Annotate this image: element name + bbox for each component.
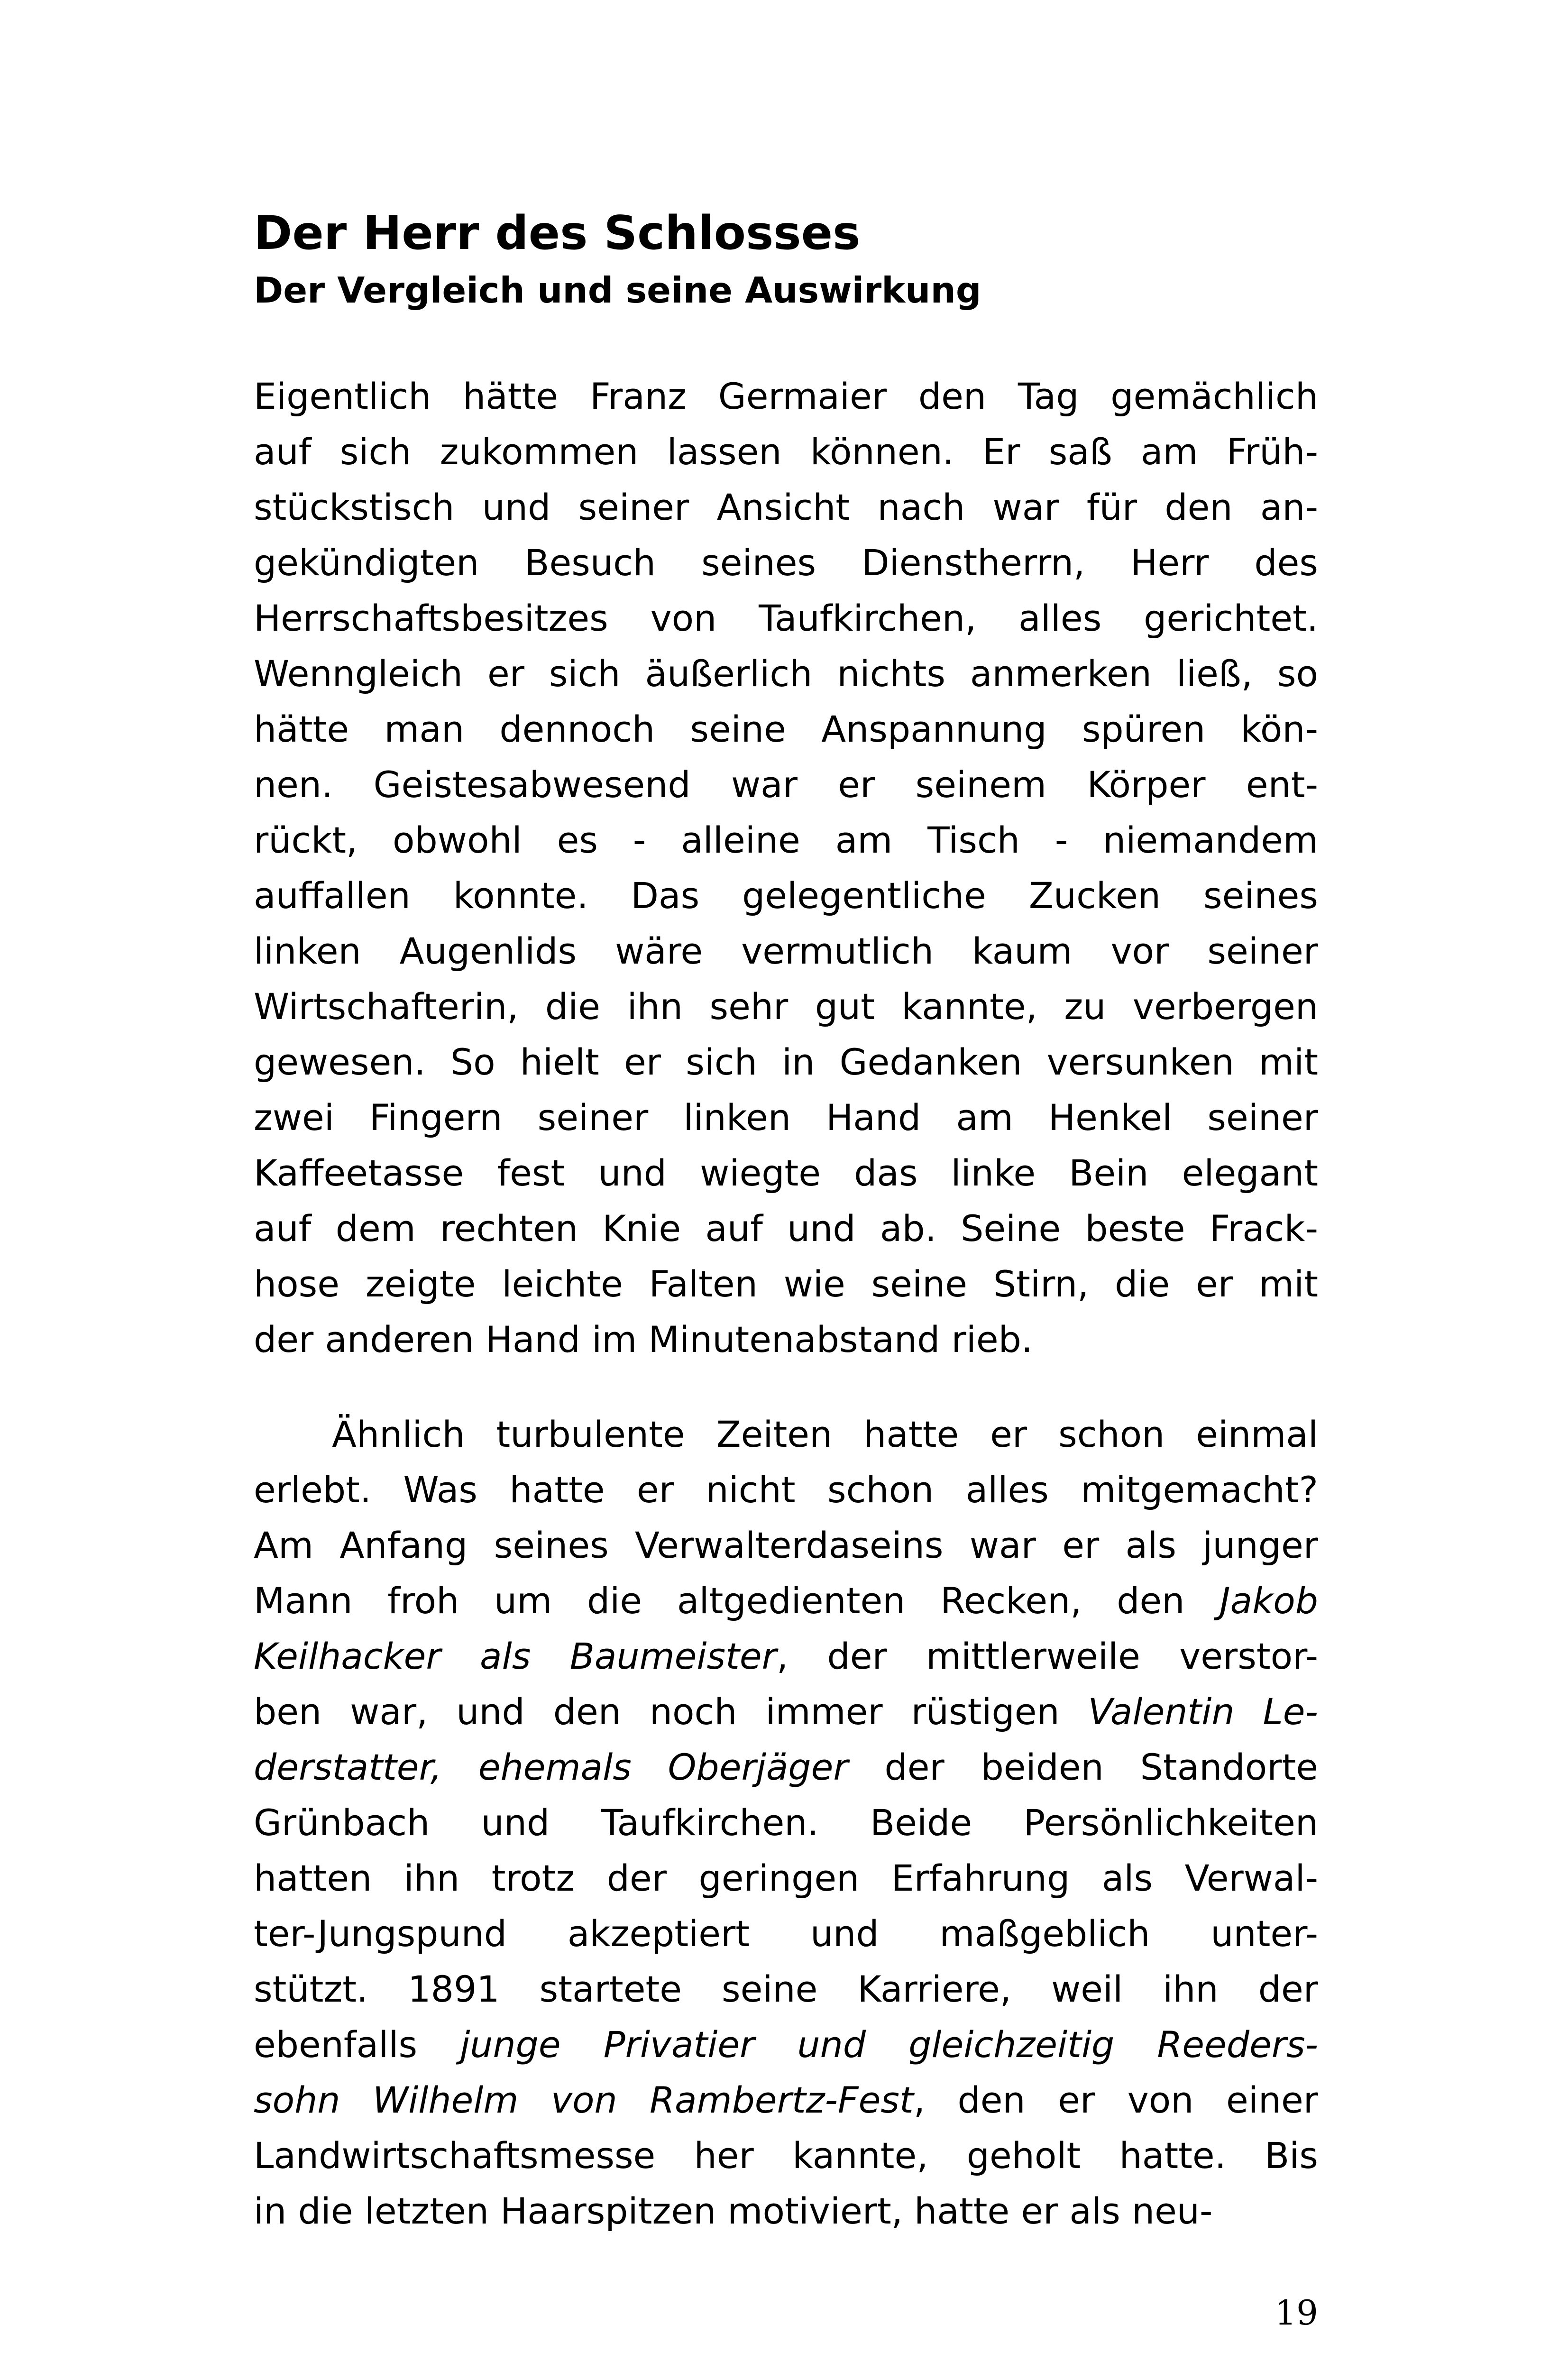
text-line — [254, 2183, 1318, 2239]
text-segment: stützt. 1891 startete seine Karriere, weil ihn der — [254, 1968, 1318, 2010]
text-line — [254, 1201, 1318, 1256]
text-line — [254, 1034, 1318, 1090]
text-segment: der beiden Standorte — [848, 1746, 1318, 1788]
text-line — [254, 1573, 1318, 1628]
text-segment: gewesen. So hielt er sich in Gedanken versunken mit — [254, 1041, 1318, 1083]
text-line — [254, 1961, 1318, 2017]
paragraph-1 — [254, 368, 1318, 1367]
text-segment: Mann froh um die altgedienten Recken, den — [254, 1580, 1220, 1622]
text-line — [254, 535, 1318, 590]
text-segment: hatten ihn trotz der geringen Erfahrung als Verwal- — [254, 1857, 1318, 1899]
paragraph-2 — [254, 1406, 1318, 2239]
italic-text: sohn Wilhelm von Rambertz-Fest — [254, 2079, 914, 2121]
text-line — [254, 2072, 1318, 2128]
text-segment: Am Anfang seines Verwalterdaseins war er als junger — [254, 1524, 1318, 1566]
text-line — [254, 1462, 1318, 1517]
text-segment: Kaffeetasse fest und wiegte das linke Bein elegant — [254, 1152, 1318, 1194]
text-line — [254, 368, 1318, 424]
text-line — [254, 1090, 1318, 1145]
text-line — [254, 1684, 1318, 1739]
page-number: 19 — [1275, 2293, 1318, 2333]
text-segment: , den er von einer — [913, 2079, 1319, 2121]
text-segment: rückt, obwohl es - alleine am Tisch - niemandem — [254, 819, 1318, 861]
text-segment: Herrschaftsbesitzes von Taufkirchen, alles gerichtet. — [254, 597, 1318, 639]
text-segment: Wirtschafterin, die ihn sehr gut kannte, zu verbergen — [254, 985, 1318, 1028]
text-line — [254, 1406, 1318, 1462]
text-line — [254, 479, 1318, 535]
text-segment: ebenfalls — [254, 2023, 460, 2066]
text-line — [254, 812, 1318, 868]
text-line — [254, 424, 1318, 479]
text-segment: hose zeigte leichte Falten wie seine Stirn, die er mit — [254, 1263, 1318, 1305]
text-line — [254, 1795, 1318, 1850]
text-segment: auffallen konnte. Das gelegentliche Zucken seines — [254, 874, 1318, 917]
text-line — [254, 2017, 1318, 2072]
text-segment: auf dem rechten Knie auf und ab. Seine beste Frack- — [254, 1207, 1318, 1250]
text-segment: Grünbach und Taufkirchen. Beide Persönlichkeiten — [254, 1801, 1318, 1844]
text-line — [254, 1312, 1318, 1367]
text-segment: erlebt. Was hatte er nicht schon alles mitgemacht? — [254, 1469, 1318, 1511]
text-segment: gekündigten Besuch seines Dienstherrn, Herr des — [254, 542, 1318, 584]
text-line — [254, 1145, 1318, 1201]
chapter-subtitle: Der Vergleich und seine Auswirkung — [254, 269, 981, 311]
italic-text: Valentin Le- — [1088, 1691, 1318, 1733]
text-line — [254, 701, 1318, 757]
text-line — [254, 2128, 1318, 2183]
text-segment: Wenngleich er sich äußerlich nichts anmerken ließ, so — [254, 652, 1318, 695]
text-segment: nen. Geistesabwesend war er seinem Körper ent- — [254, 763, 1318, 806]
text-segment: der anderen Hand im Minutenabstand rieb. — [254, 1318, 1033, 1360]
text-segment: ter-Jungspund akzeptiert und maßgeblich unter- — [254, 1912, 1318, 1955]
text-segment: zwei Fingern seiner linken Hand am Henkel seiner — [254, 1096, 1318, 1139]
italic-text: junge Privatier und gleichzeitig Reeders- — [460, 2023, 1318, 2066]
text-segment: Landwirtschaftsmesse her kannte, geholt hatte. Bis — [254, 2134, 1318, 2177]
text-line — [254, 1906, 1318, 1961]
text-line — [254, 1256, 1318, 1312]
text-line — [254, 1850, 1318, 1906]
text-line — [254, 1739, 1318, 1795]
text-segment: hätte man dennoch seine Anspannung spüren kön- — [254, 708, 1318, 750]
italic-text: Jakob — [1220, 1580, 1318, 1622]
text-segment: linken Augenlids wäre vermutlich kaum vor seiner — [254, 930, 1318, 972]
text-line — [254, 590, 1318, 646]
chapter-title: Der Herr des Schlosses — [254, 206, 861, 260]
text-segment: auf sich zukommen lassen können. Er saß am Früh- — [254, 431, 1318, 473]
italic-text: derstatter, ehemals Oberjäger — [254, 1746, 848, 1788]
text-line — [254, 868, 1318, 923]
text-line — [254, 757, 1318, 812]
text-line — [254, 646, 1318, 701]
text-segment: in die letzten Haarspitzen motiviert, hatte er als neu- — [254, 2190, 1213, 2232]
text-line — [254, 923, 1318, 979]
text-line — [254, 1517, 1318, 1573]
text-segment: ben war, und den noch immer rüstigen — [254, 1691, 1088, 1733]
text-segment: Eigentlich hätte Franz Germaier den Tag gemächlich — [254, 375, 1318, 417]
text-segment: , der mittlerweile verstor- — [776, 1635, 1318, 1677]
text-line — [254, 1628, 1318, 1684]
italic-text: Keilhacker als Baumeister — [254, 1635, 777, 1677]
text-segment: stückstisch und seiner Ansicht nach war für den an- — [254, 486, 1318, 528]
text-segment: Ähnlich turbulente Zeiten hatte er schon einmal — [332, 1413, 1318, 1455]
text-line — [254, 979, 1318, 1034]
